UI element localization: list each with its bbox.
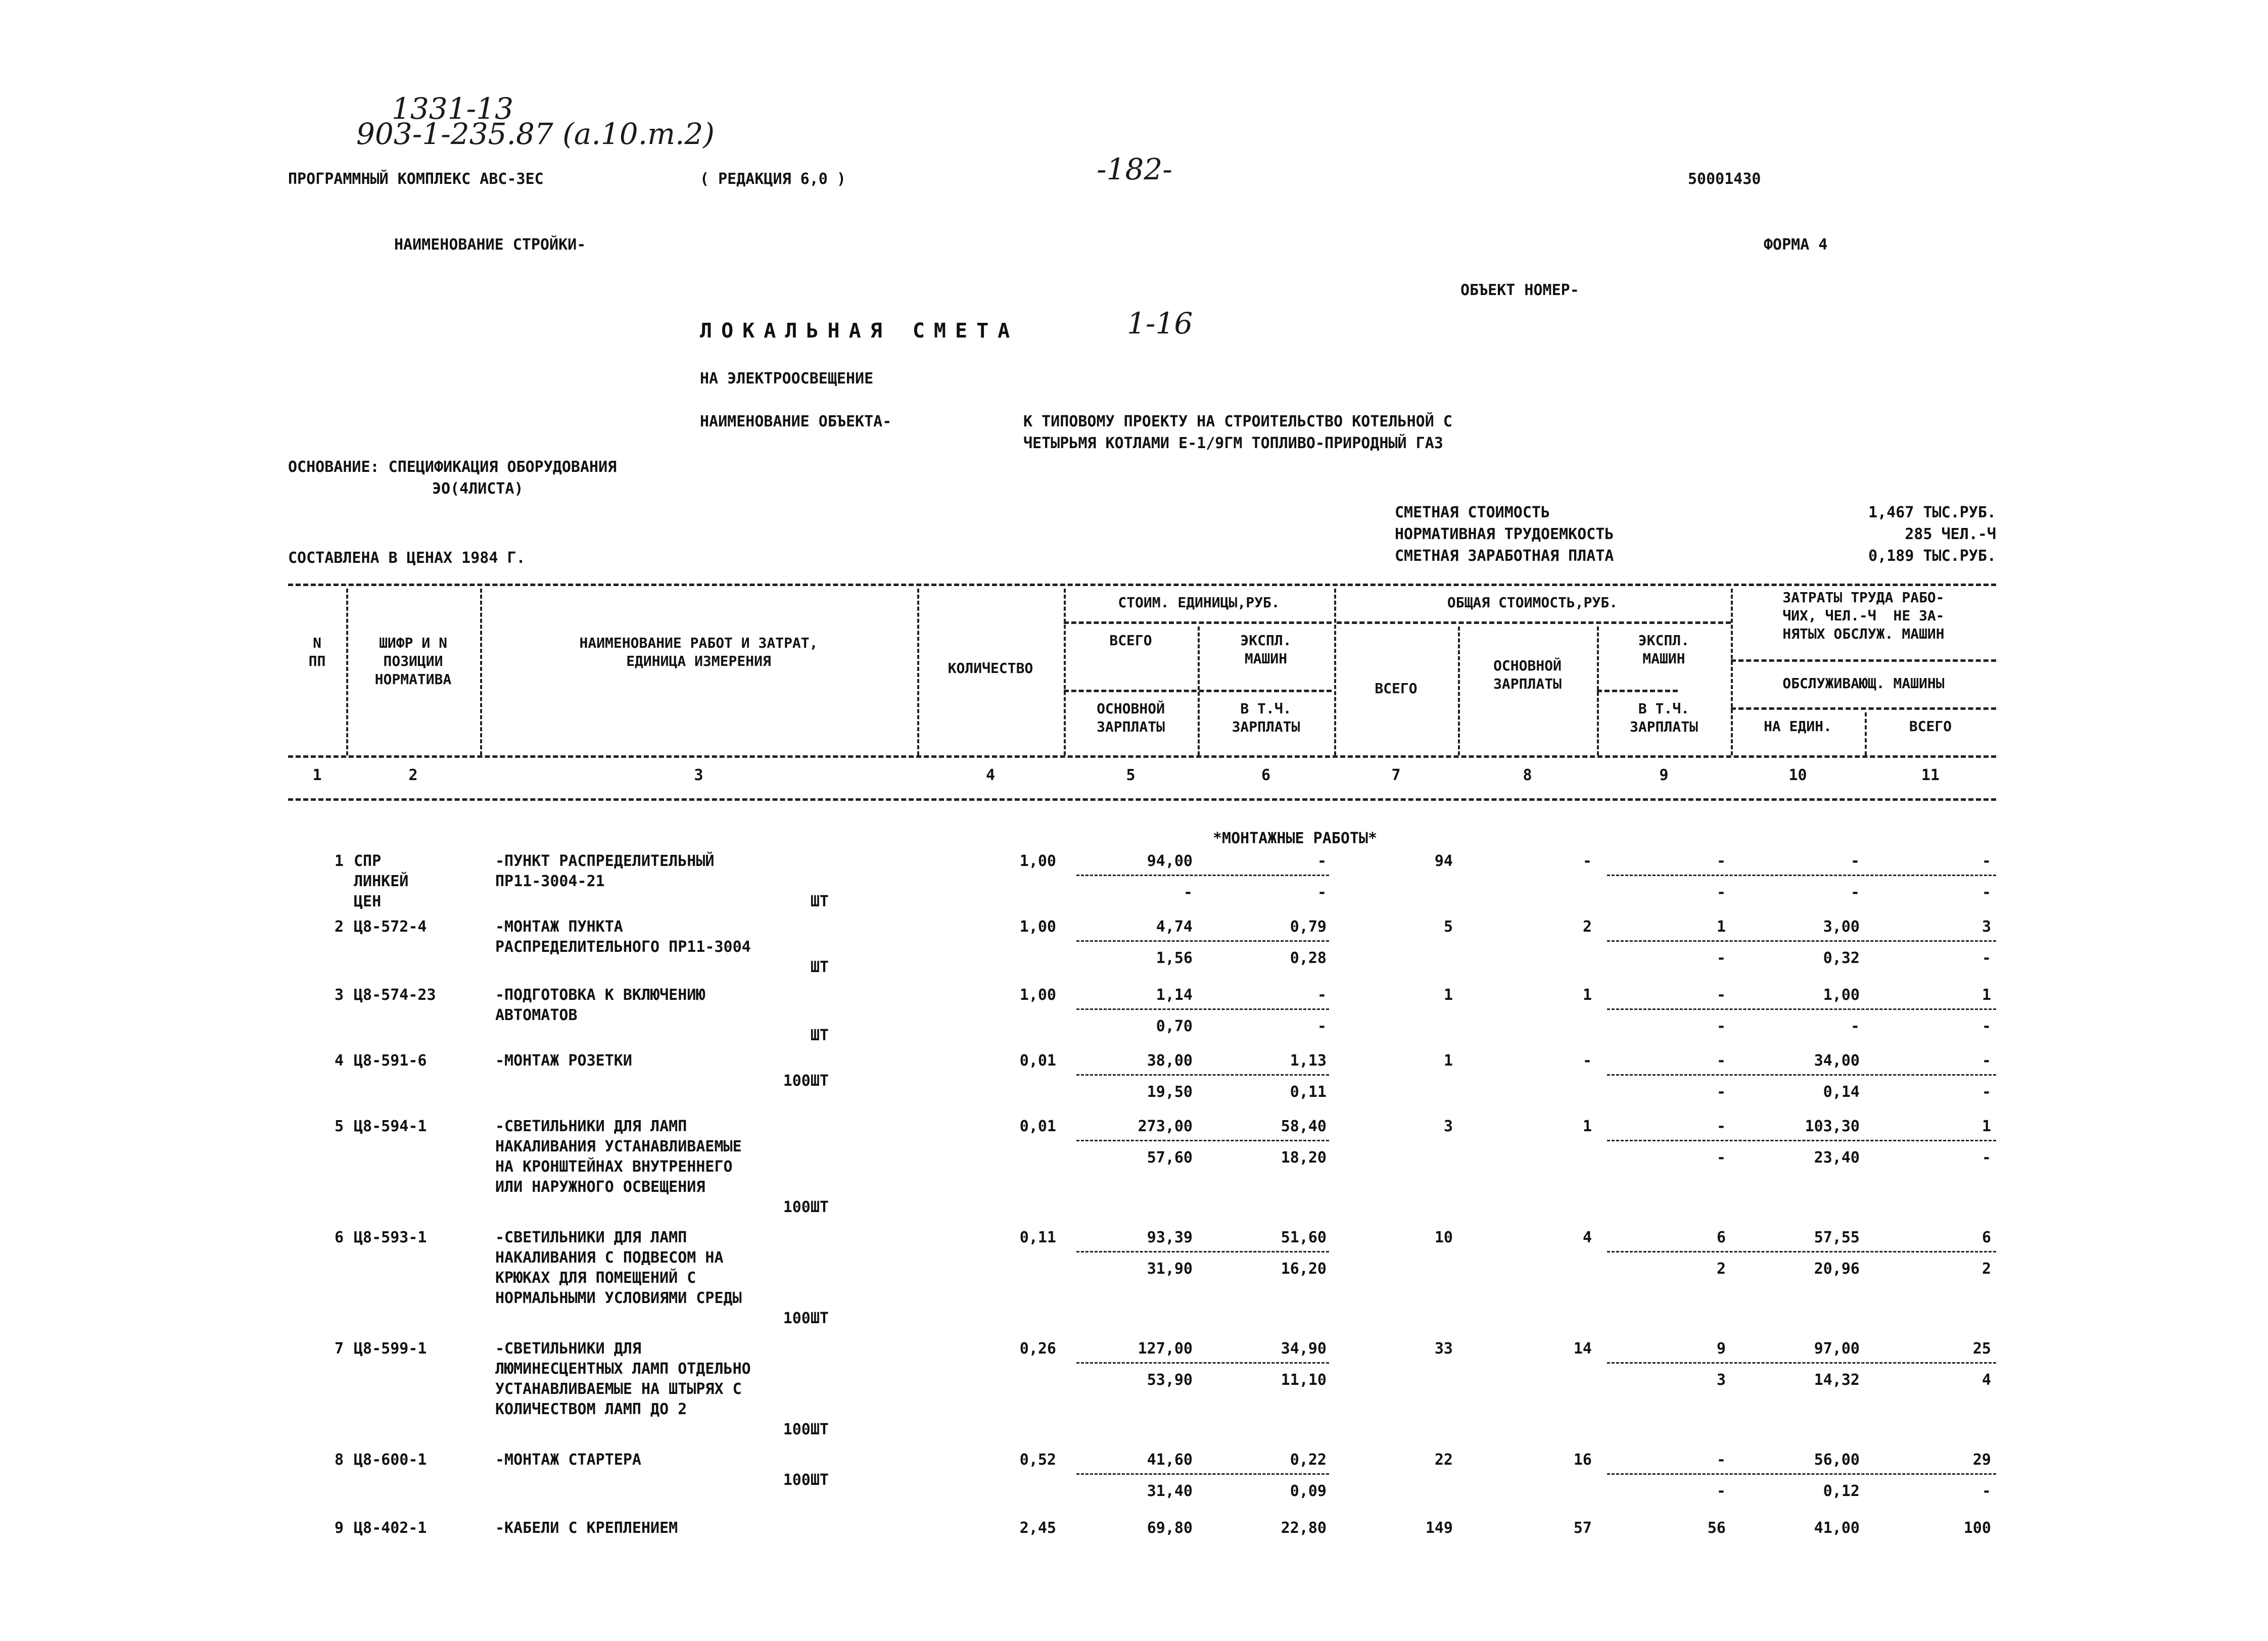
row-labor-total: 25 — [1972, 1340, 1991, 1358]
row-unit-total: 1,14 — [1156, 986, 1193, 1004]
row-labor-per-unit-machines: 0,14 — [1823, 1083, 1860, 1101]
row-code: Ц8-574-23 — [354, 986, 436, 1004]
row-work-name: -КАБЕЛИ С КРЕПЛЕНИЕМ — [495, 1519, 678, 1537]
col-number-9: 9 — [1659, 766, 1669, 784]
row-unit-machines: 51,60 — [1281, 1229, 1327, 1246]
labor-intensity-value: 285 ЧЕЛ.-Ч — [1905, 525, 1996, 543]
col-group-total-cost: ОБЩАЯ СТОИМОСТЬ,РУБ. — [1447, 594, 1618, 611]
row-unit-wage: 31,40 — [1147, 1482, 1193, 1500]
row-number: 1 — [334, 852, 344, 870]
row-labor-total-machines: - — [1981, 949, 1991, 967]
row-total: 10 — [1434, 1229, 1453, 1246]
row-number: 4 — [334, 1052, 344, 1070]
col-number-4: 4 — [985, 766, 996, 784]
row-unit-machine-wage: 0,28 — [1290, 949, 1327, 967]
unit-cost-inner-rule-1 — [1064, 621, 1332, 624]
row-quantity: 0,01 — [1019, 1052, 1056, 1070]
col-header-unit-wage: ОСНОВНОЙ ЗАРПЛАТЫ — [1097, 700, 1165, 735]
row-unit: 100ШТ — [783, 1471, 829, 1489]
col-header-unit-machines: ЭКСПЛ. МАШИН — [1240, 632, 1292, 667]
row-work-name: -СВЕТИЛЬНИКИ ДЛЯ ЛАМП НАКАЛИВАНИЯ УСТАНАВЛИВАЕМЫЕ НА КРОНШТЕЙНАХ ВНУТРЕННЕГО ИЛИ НАРУЖНОГО ОСВЕЩЕНИЯ — [495, 1118, 742, 1196]
row-quantity: 1,00 — [1019, 918, 1056, 936]
row-number: 2 — [334, 918, 344, 936]
document-code: 50001430 — [1688, 170, 1761, 188]
row-unit-machine-wage: 11,10 — [1281, 1371, 1327, 1389]
row-labor-per-unit: 103,30 — [1805, 1118, 1860, 1135]
row-labor-per-unit: - — [1850, 852, 1860, 870]
row-sub-rule-unit — [1076, 1473, 1329, 1475]
row-labor-total: - — [1981, 1052, 1991, 1070]
row-labor-total: 29 — [1972, 1451, 1991, 1469]
row-total: 22 — [1434, 1451, 1453, 1469]
col-number-5: 5 — [1126, 766, 1136, 784]
header-rule-bottom — [288, 755, 1996, 758]
row-labor-total-machines: - — [1981, 1482, 1991, 1500]
row-quantity: 0,01 — [1019, 1118, 1056, 1135]
object-name-line-2: ЧЕТЫРЬМЯ КОТЛАМИ Е-1/9ГМ ТОПЛИВО-ПРИРОДНЫЙ ГАЗ — [1023, 435, 1443, 452]
row-total-machine-wage: 3 — [1716, 1371, 1726, 1389]
row-quantity: 0,52 — [1019, 1451, 1056, 1469]
row-total: 1 — [1443, 986, 1453, 1004]
row-total-machine-wage: - — [1716, 949, 1726, 967]
row-number: 6 — [334, 1229, 344, 1246]
row-code: Ц8-572-4 — [354, 918, 427, 936]
total-cost-inner-rule-1 — [1337, 621, 1731, 624]
row-sub-rule-labor — [1607, 1140, 1996, 1141]
col-header-code: ШИФР И N ПОЗИЦИИ НОРМАТИВА — [374, 635, 452, 688]
row-labor-per-unit-machines: 14,32 — [1814, 1371, 1860, 1389]
row-total-machine-wage: - — [1716, 1482, 1726, 1500]
row-labor-per-unit-machines: 20,96 — [1814, 1260, 1860, 1278]
row-total-wage: - — [1582, 1052, 1592, 1070]
col-header-total-machine-wage: В Т.Ч. ЗАРПЛАТЫ — [1630, 700, 1698, 735]
row-total-wage: 16 — [1573, 1451, 1592, 1469]
row-unit-machines: 0,22 — [1290, 1451, 1327, 1469]
row-unit: ШТ — [810, 1027, 829, 1044]
row-total-machines: - — [1716, 1451, 1726, 1469]
program-name: ПРОГРАММНЫЙ КОМПЛЕКС АВС-3ЕС — [288, 170, 544, 188]
col-header-number: N ПП — [308, 635, 326, 669]
col-group-labor: ЗАТРАТЫ ТРУДА РАБО- ЧИХ, ЧЕЛ.-Ч НЕ ЗА- НЯТЫХ ОБСЛУЖ. МАШИН — [1782, 589, 1945, 642]
row-unit-total: 127,00 — [1138, 1340, 1193, 1358]
row-unit-wage: 53,90 — [1147, 1371, 1193, 1389]
row-unit: ШТ — [810, 958, 829, 976]
row-quantity: 0,26 — [1019, 1340, 1056, 1358]
row-total-wage: 14 — [1573, 1340, 1592, 1358]
estimated-cost-value: 1,467 ТЫС.РУБ. — [1868, 504, 1996, 521]
row-labor-total-machines: - — [1981, 1149, 1991, 1167]
col-header-per-unit: НА ЕДИН. — [1764, 718, 1832, 735]
row-code: Ц8-599-1 — [354, 1340, 427, 1358]
row-total: 149 — [1425, 1519, 1453, 1537]
row-sub-rule-unit — [1076, 875, 1329, 876]
row-labor-per-unit: 41,00 — [1814, 1519, 1860, 1537]
header-rule-top — [288, 584, 1996, 586]
form-number: ФОРМА 4 — [1764, 236, 1828, 254]
row-unit-total: 93,39 — [1147, 1229, 1193, 1246]
object-number-label: ОБЪЕКТ НОМЕР- — [1460, 281, 1579, 299]
col-number-7: 7 — [1391, 766, 1401, 784]
row-sub-rule-labor — [1607, 1251, 1996, 1252]
row-labor-total: 3 — [1981, 918, 1991, 936]
row-sub-rule-unit — [1076, 1140, 1329, 1141]
row-labor-per-unit-machines: 0,32 — [1823, 949, 1860, 967]
total-cost-inner-rule-2 — [1597, 690, 1678, 692]
row-unit-machines: 0,79 — [1290, 918, 1327, 936]
row-labor-per-unit: 57,55 — [1814, 1229, 1860, 1246]
col-header-unit-machine-wage: В Т.Ч. ЗАРПЛАТЫ — [1232, 700, 1300, 735]
row-unit-wage: 1,56 — [1156, 949, 1193, 967]
row-sub-rule-unit — [1076, 940, 1329, 942]
row-unit-machine-wage: 0,09 — [1290, 1482, 1327, 1500]
row-code: Ц8-600-1 — [354, 1451, 427, 1469]
row-work-name: -ПОДГОТОВКА К ВКЛЮЧЕНИЮ АВТОМАТОВ — [495, 986, 705, 1024]
row-unit: 100ШТ — [783, 1310, 829, 1327]
object-name-line-1: К ТИПОВОМУ ПРОЕКТУ НА СТРОИТЕЛЬСТВО КОТЕЛЬНОЙ С — [1023, 413, 1452, 430]
row-total-wage: 57 — [1573, 1519, 1592, 1537]
row-total-machines: 1 — [1716, 918, 1726, 936]
row-sub-rule-unit — [1076, 1074, 1329, 1076]
row-number: 9 — [334, 1519, 344, 1537]
row-total: 3 — [1443, 1118, 1453, 1135]
row-unit-machines: 22,80 — [1281, 1519, 1327, 1537]
handwritten-page-number: -182- — [1097, 152, 1172, 186]
col-header-total: ВСЕГО — [1375, 680, 1418, 697]
row-unit-machines: 58,40 — [1281, 1118, 1327, 1135]
row-code: Ц8-591-6 — [354, 1052, 427, 1070]
row-total: 94 — [1434, 852, 1453, 870]
row-labor-total: 1 — [1981, 1118, 1991, 1135]
row-total-machines: 56 — [1707, 1519, 1726, 1537]
row-unit-machine-wage: 0,11 — [1290, 1083, 1327, 1101]
row-total-wage: 1 — [1582, 986, 1592, 1004]
object-name-label: НАИМЕНОВАНИЕ ОБЪЕКТА- — [700, 413, 892, 430]
row-labor-per-unit: 3,00 — [1823, 918, 1860, 936]
row-total-machines: - — [1716, 1118, 1726, 1135]
row-unit: 100ШТ — [783, 1072, 829, 1090]
row-labor-total-machines: 2 — [1981, 1260, 1991, 1278]
col-header-total-machines: ЭКСПЛ. МАШИН — [1638, 632, 1690, 667]
row-sub-rule-unit — [1076, 1008, 1329, 1010]
row-sub-rule-labor — [1607, 875, 1996, 876]
estimate-number: 1-16 — [1127, 306, 1193, 341]
row-unit-machines: 34,90 — [1281, 1340, 1327, 1358]
col-number-6: 6 — [1261, 766, 1271, 784]
row-total-wage: 2 — [1582, 918, 1592, 936]
row-sub-rule-labor — [1607, 1008, 1996, 1010]
row-labor-per-unit: 34,00 — [1814, 1052, 1860, 1070]
col-number-8: 8 — [1523, 766, 1532, 784]
col-header-unit-total: ВСЕГО — [1109, 632, 1152, 649]
row-total-machines: - — [1716, 852, 1726, 870]
basis-line-2: ЭО(4ЛИСТА) — [432, 480, 524, 498]
col-header-quantity: КОЛИЧЕСТВО — [948, 660, 1033, 677]
row-sub-rule-labor — [1607, 1074, 1996, 1076]
row-labor-per-unit-machines: - — [1850, 1018, 1860, 1035]
row-quantity: 1,00 — [1019, 986, 1056, 1004]
col-header-work-name: НАИМЕНОВАНИЕ РАБОТ И ЗАТРАТ, ЕДИНИЦА ИЗМЕРЕНИЯ — [579, 635, 818, 669]
estimated-cost-label: СМЕТНАЯ СТОИМОСТЬ — [1395, 504, 1550, 521]
row-code: Ц8-594-1 — [354, 1118, 427, 1135]
row-work-name: -ПУНКТ РАСПРЕДЕЛИТЕЛЬНЫЙ ПР11-3004-21 — [495, 852, 715, 890]
row-labor-per-unit-machines: 23,40 — [1814, 1149, 1860, 1167]
col-header-labor-total: ВСЕГО — [1909, 718, 1952, 735]
row-unit-total: 38,00 — [1147, 1052, 1193, 1070]
row-unit-machine-wage: - — [1317, 884, 1327, 901]
row-unit-wage: 31,90 — [1147, 1260, 1193, 1278]
row-unit-machines: - — [1317, 852, 1327, 870]
row-total-machine-wage: - — [1716, 1149, 1726, 1167]
row-unit-machine-wage: 18,20 — [1281, 1149, 1327, 1167]
row-unit-wage: 0,70 — [1156, 1018, 1193, 1035]
row-labor-total: - — [1981, 852, 1991, 870]
handwritten-ref-2: 903-1-235.87 (а.10.т.2) — [356, 117, 715, 151]
labor-intensity-label: НОРМАТИВНАЯ ТРУДОЕМКОСТЬ — [1395, 525, 1614, 543]
row-unit-total: 69,80 — [1147, 1519, 1193, 1537]
col-group-unit-cost: СТОИМ. ЕДИНИЦЫ,РУБ. — [1118, 594, 1280, 611]
row-work-name: -МОНТАЖ СТАРТЕРА — [495, 1451, 641, 1469]
compiled-prices: СОСТАВЛЕНА В ЦЕНАХ 1984 Г. — [288, 549, 526, 567]
row-unit-total: 94,00 — [1147, 852, 1193, 870]
col-number-11: 11 — [1921, 766, 1940, 784]
row-total: 33 — [1434, 1340, 1453, 1358]
row-number: 7 — [334, 1340, 344, 1358]
row-total: 5 — [1443, 918, 1453, 936]
program-edition: ( РЕДАКЦИЯ 6,0 ) — [700, 170, 846, 188]
row-unit-total: 4,74 — [1156, 918, 1193, 936]
row-unit-machine-wage: - — [1317, 1018, 1327, 1035]
row-number: 3 — [334, 986, 344, 1004]
row-work-name: -СВЕТИЛЬНИКИ ДЛЯ ЛАМП НАКАЛИВАНИЯ С ПОДВЕСОМ НА КРЮКАХ ДЛЯ ПОМЕЩЕНИЙ С НОРМАЛЬНЫМИ УСЛОВИЯМИ СРЕДЫ — [495, 1229, 742, 1307]
row-unit-wage: 19,50 — [1147, 1083, 1193, 1101]
row-unit-total: 41,60 — [1147, 1451, 1193, 1469]
row-total-machine-wage: - — [1716, 884, 1726, 901]
estimate-subject: НА ЭЛЕКТРООСВЕЩЕНИЕ — [700, 370, 874, 388]
col-number-10: 10 — [1788, 766, 1807, 784]
row-number: 8 — [334, 1451, 344, 1469]
row-total-machines: - — [1716, 986, 1726, 1004]
row-sub-rule-labor — [1607, 940, 1996, 942]
row-quantity: 0,11 — [1019, 1229, 1056, 1246]
row-total-wage: - — [1582, 852, 1592, 870]
row-unit-machines: 1,13 — [1290, 1052, 1327, 1070]
row-labor-total-machines: - — [1981, 884, 1991, 901]
row-total: 1 — [1443, 1052, 1453, 1070]
row-total-machine-wage: - — [1716, 1083, 1726, 1101]
row-total-machines: - — [1716, 1052, 1726, 1070]
row-labor-per-unit-machines: 0,12 — [1823, 1482, 1860, 1500]
col-number-3: 3 — [694, 766, 703, 784]
row-labor-total: 6 — [1981, 1229, 1991, 1246]
row-work-name: -МОНТАЖ РОЗЕТКИ — [495, 1052, 632, 1070]
wage-fund-label: СМЕТНАЯ ЗАРАБОТНАЯ ПЛАТА — [1395, 547, 1614, 565]
col-number-2: 2 — [408, 766, 418, 784]
row-unit-wage: 57,60 — [1147, 1149, 1193, 1167]
row-total-machines: 9 — [1716, 1340, 1726, 1358]
col-header-labor-machines: ОБСЛУЖИВАЮЩ. МАШИНЫ — [1782, 675, 1945, 692]
row-total-machine-wage: 2 — [1716, 1260, 1726, 1278]
row-unit: ШТ — [810, 893, 829, 910]
estimate-title: ЛОКАЛЬНАЯ СМЕТА — [700, 319, 1019, 343]
row-total-machine-wage: - — [1716, 1018, 1726, 1035]
row-labor-total-machines: 4 — [1981, 1371, 1991, 1389]
col-number-1: 1 — [312, 766, 322, 784]
row-labor-total-machines: - — [1981, 1018, 1991, 1035]
row-unit-total: 273,00 — [1138, 1118, 1193, 1135]
row-unit-wage: - — [1183, 884, 1193, 901]
row-sub-rule-unit — [1076, 1251, 1329, 1252]
row-unit-machines: - — [1317, 986, 1327, 1004]
construction-name-label: НАИМЕНОВАНИЕ СТРОЙКИ- — [394, 236, 586, 254]
row-unit: 100ШТ — [783, 1421, 829, 1438]
row-sub-rule-labor — [1607, 1362, 1996, 1364]
col-header-total-wage: ОСНОВНОЙ ЗАРПЛАТЫ — [1493, 657, 1562, 692]
row-work-name: -СВЕТИЛЬНИКИ ДЛЯ ЛЮМИНЕСЦЕНТНЫХ ЛАМП ОТДЕЛЬНО УСТАНАВЛИВАЕМЫЕ НА ШТЫРЯХ С КОЛИЧЕСТВОМ ЛАМП ДО 2 — [495, 1340, 751, 1418]
row-unit: 100ШТ — [783, 1198, 829, 1216]
row-quantity: 2,45 — [1019, 1519, 1056, 1537]
handwritten-ref-1: 1331-13 — [392, 91, 514, 126]
row-sub-rule-unit — [1076, 1362, 1329, 1364]
row-labor-per-unit: 97,00 — [1814, 1340, 1860, 1358]
row-code: СПР ЛИНКЕЙ ЦЕН — [354, 852, 409, 910]
row-total-machines: 6 — [1716, 1229, 1726, 1246]
row-code: Ц8-593-1 — [354, 1229, 427, 1246]
row-labor-per-unit-machines: - — [1850, 884, 1860, 901]
section-title: *МОНТАЖНЫЕ РАБОТЫ* — [1213, 830, 1378, 847]
row-number: 5 — [334, 1118, 344, 1135]
row-work-name: -МОНТАЖ ПУНКТА РАСПРЕДЕЛИТЕЛЬНОГО ПР11-3004 — [495, 918, 751, 956]
row-labor-total: 100 — [1963, 1519, 1991, 1537]
row-labor-per-unit: 56,00 — [1814, 1451, 1860, 1469]
row-sub-rule-labor — [1607, 1473, 1996, 1475]
labor-inner-rule-2 — [1731, 707, 1996, 710]
row-labor-per-unit: 1,00 — [1823, 986, 1860, 1004]
row-labor-total-machines: - — [1981, 1083, 1991, 1101]
basis-line-1: ОСНОВАНИЕ: СПЕЦИФИКАЦИЯ ОБОРУДОВАНИЯ — [288, 458, 617, 476]
column-numbers-rule — [288, 798, 1996, 801]
row-quantity: 1,00 — [1019, 852, 1056, 870]
row-labor-total: 1 — [1981, 986, 1991, 1004]
row-unit-machine-wage: 16,20 — [1281, 1260, 1327, 1278]
row-code: Ц8-402-1 — [354, 1519, 427, 1537]
wage-fund-value: 0,189 ТЫС.РУБ. — [1868, 547, 1996, 565]
row-total-wage: 1 — [1582, 1118, 1592, 1135]
labor-inner-rule-1 — [1731, 659, 1996, 662]
row-total-wage: 4 — [1582, 1229, 1592, 1246]
